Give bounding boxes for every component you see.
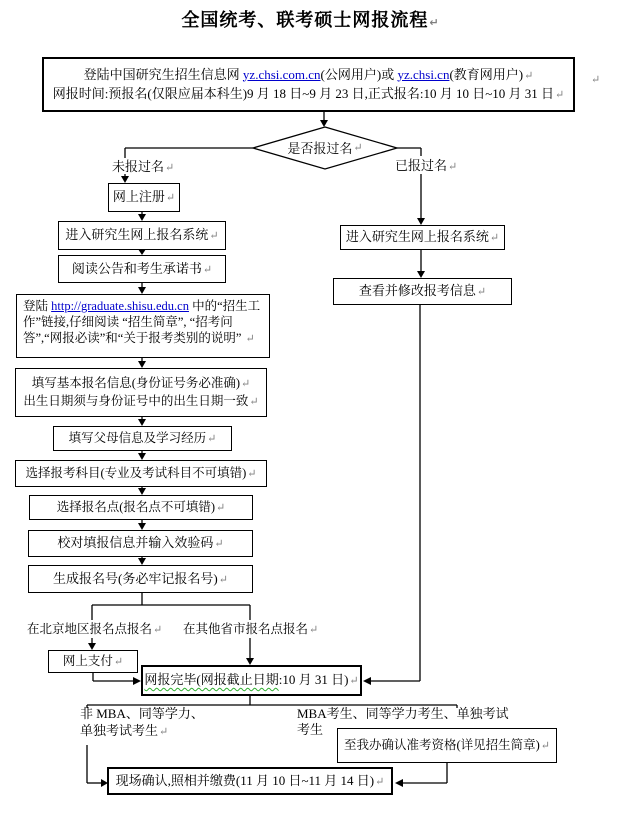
page-title-text: 全国统考、联考硕士网报流程: [181, 10, 429, 30]
step-fill-parents: 填写父母信息及学习经历↵: [53, 426, 232, 451]
paragraph-mark: ↵: [375, 775, 385, 788]
paragraph-mark: ↵: [476, 286, 487, 298]
paragraph-mark: ↵: [554, 88, 565, 101]
step-view-modify-info: 查看并修改报考信息↵: [333, 278, 512, 305]
paragraph-mark: ↵: [209, 230, 219, 242]
spellcheck-squiggle-text: 网报完毕(网报截止日期: [144, 672, 279, 687]
paragraph-mark: ↵: [245, 333, 255, 345]
portal-line1: 登陆中国研究生招生信息网 yz.chsi.com.cn(公网用户)或 yz.chsi.cn(教育网用户)↵: [83, 66, 534, 82]
step-pay-online: 网上支付↵: [48, 650, 138, 673]
step-choose-subjects: 选择报考科目(专业及考试科目不可填错)↵: [15, 460, 267, 487]
paragraph-mark: ↵: [448, 161, 458, 173]
step-fill-basic-info: 填写基本报名信息(身份证号务必准确)↵ 出生日期须与身份证号中的出生日期一致↵: [15, 368, 267, 417]
branch-label-registered: 已报过名↵: [395, 158, 458, 173]
step-login-gradsite: 登陆 http://graduate.shisu.edu.cn 中的“招生工作”链接,仔细阅读 “招生简章”, “招考问答”,“网报必读”和“关于报考类别的说明” ↵: [16, 294, 270, 358]
paragraph-mark: ↵: [113, 655, 124, 668]
paragraph-mark: ↵: [591, 74, 601, 86]
paragraph-mark: ↵: [165, 162, 175, 174]
step-generate-number: 生成报名号(务必牢记报名号)↵: [28, 565, 253, 593]
branch-label-not-registered: 未报过名↵: [112, 159, 175, 174]
paragraph-mark: ↵: [241, 377, 251, 390]
paragraph-mark: ↵: [249, 395, 259, 408]
step-online-register: 网上注册↵: [108, 183, 180, 212]
step-enter-system-right: 进入研究生网上报名系统↵: [340, 225, 505, 250]
paragraph-mark: ↵: [247, 467, 257, 480]
paragraph-mark: ↵: [349, 675, 359, 687]
page-title: [0, 6, 621, 32]
paragraph-mark: ↵: [153, 624, 163, 636]
paragraph-mark: ↵: [540, 739, 551, 752]
step-verify-info: 校对填报信息并输入效验码↵: [28, 530, 253, 557]
decision-registered-before: 是否报过名 ↵: [287, 141, 363, 156]
paragraph-mark: ↵: [218, 573, 228, 586]
step-choose-site: 选择报名点(报名点不可填错)↵: [29, 495, 253, 520]
paragraph-mark: ↵: [207, 432, 217, 445]
step-login-portal: [42, 57, 575, 112]
branch-label-mba: MBA考生、同等学力考生、单独考试: [297, 706, 509, 721]
link-yz-chsi-com-cn[interactable]: yz.chsi.com.cn: [242, 66, 321, 82]
portal-line2: 网报时间:预报名(仅限应届本科生)9 月 18 日~9 月 23 日,正式报名:10 月 10 日~10 月 31 日↵: [52, 85, 565, 101]
paragraph-mark: ↵: [524, 69, 534, 82]
branch-label-mba-line2: 考生: [297, 722, 324, 737]
paragraph-mark: ↵: [429, 17, 440, 29]
step-enter-system-left: 进入研究生网上报名系统↵: [58, 221, 226, 250]
paragraph-mark: ↵: [214, 538, 224, 550]
link-yz-chsi-cn[interactable]: yz.chsi.cn: [397, 66, 450, 82]
link-graduate-shisu[interactable]: http://graduate.shisu.edu.cn: [51, 299, 189, 313]
branch-label-beijing: 在北京地区报名点报名↵: [27, 622, 163, 636]
paragraph-mark: ↵: [202, 263, 213, 276]
paragraph-mark: ↵: [165, 192, 176, 204]
branch-label-other-province: 在其他省市报名点报名↵: [183, 622, 319, 636]
step-read-pledge: 阅读公告和考生承诺书↵: [58, 255, 226, 283]
branch-label-non-mba: 非 MBA、同等学力、 单独考试考生↵: [80, 706, 204, 738]
step-online-report-done: 网报完毕(网报截止日期:10 月 31 日)↵: [141, 665, 362, 696]
paragraph-mark: ↵: [216, 501, 226, 514]
paragraph-mark: ↵: [489, 232, 500, 244]
paragraph-mark: ↵: [159, 726, 169, 738]
step-office-confirm: 至我办确认准考资格(详见招生简章)↵: [337, 728, 557, 763]
paragraph-mark: ↵: [309, 624, 319, 636]
paragraph-mark: ↵: [353, 142, 363, 154]
step-onsite-confirm: 现场确认,照相并缴费(11 月 10 日~11 月 14 日)↵: [107, 767, 393, 795]
